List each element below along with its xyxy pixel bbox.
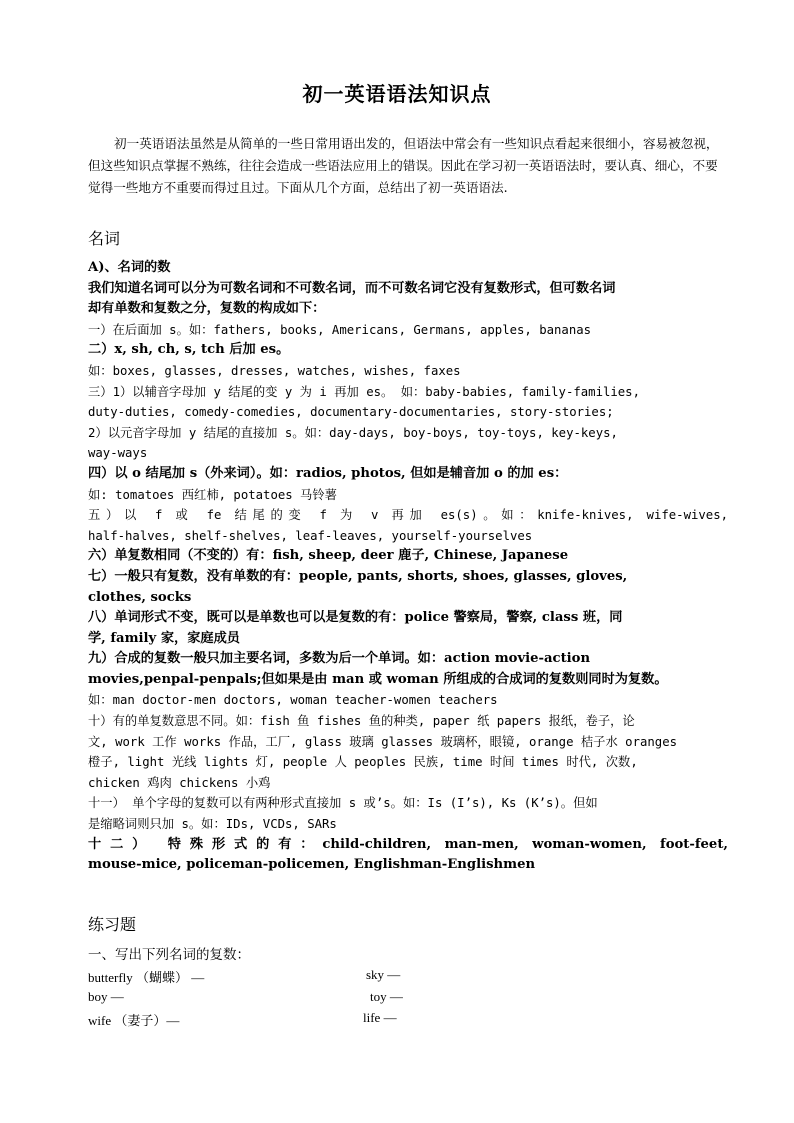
text-line: 四）以 o 结尾加 s（外来词）。如：radios, photos, 但如是辅音加 o 的加 es：: [88, 465, 568, 481]
text-line: 如：boxes, glasses, dresses, watches, wishes, faxes: [88, 363, 461, 378]
exercise-item: butterfly （蝴蝶） —: [88, 970, 205, 985]
text-line: 如：man doctor-men doctors, woman teacher-women teachers: [88, 693, 498, 708]
exercise-item: boy —: [88, 989, 124, 1004]
text-line: 我们知道名词可以分为可数名词和不可数名词，而不可数名词它没有复数形式，但可数名词: [88, 280, 616, 296]
text-line: clothes, socks: [88, 589, 192, 605]
page-title: 初一英语语法知识点: [302, 82, 492, 106]
text-line: 如: tomatoes 西红柿, potatoes 马铃薯: [88, 487, 337, 502]
text-line: way-ways: [88, 446, 148, 461]
text-line: duty-duties, comedy-comedies, documentary-documentaries, story-stories;: [88, 405, 614, 420]
text-line: movies,penpal-penpals;但如果是由 man 或 woman 所组成的合成词的复数则同时为复数。: [88, 671, 668, 687]
text-line: 二）x, sh, ch, s, tch 后加 es。: [88, 342, 290, 358]
intro-paragraph: 初一英语语法虽然是从简单的一些日常用语出发的，但语法中常会有一些知识点看起来很细小，容易被忽视，但这些知识点掌握不熟练，往往会造成一些语法应用上的错误。因此在学习初一英语语法时，要认真、细心，不要觉得一些地方不重要而得过且过。下面从几个方面，总结出了初一英语语法.: [88, 136, 719, 195]
text-line: A)、名词的数: [88, 260, 171, 275]
text-line: 十二） 特殊形式的有：child-children, man-men, woman-women, foot-feet,: [88, 836, 728, 852]
section-heading-nouns: 名词: [88, 229, 121, 248]
text-line: 却有单数和复数之分，复数的构成如下：: [88, 301, 326, 317]
text-line: 一）在后面加 s。如：fathers, books, Americans, Germans, apples, bananas: [88, 322, 592, 337]
text-line: 橙子, light 光线 lights 灯, people 人 peoples 民族, time 时间 times 时代, 次数,: [88, 755, 638, 770]
text-line: 八）单词形式不变，既可以是单数也可以是复数的有：police 警察局，警察, class 班，同: [88, 610, 623, 626]
section-heading-exercises: 练习题: [88, 915, 137, 934]
text-line: half-halves, shelf-shelves, leaf-leaves, yourself-yourselves: [88, 528, 533, 543]
exercise-item: life —: [363, 1010, 397, 1025]
text-line: 2）以元音字母加 y 结尾的直接加 s。如：day-days, boy-boys, toy-toys, key-keys,: [88, 425, 618, 440]
exercise-item: wife （妻子）—: [88, 1013, 180, 1028]
noun-rules-block: [88, 258, 728, 876]
exercise-item: toy —: [370, 989, 403, 1004]
text-line: 十一） 单个字母的复数可以有两种形式直接加 s 或’s。如：Is (I’s), Ks (K’s)。但如: [88, 796, 598, 811]
text-line: 学, family 家，家庭成员: [88, 630, 240, 646]
text-line: 六）单复数相同（不变的）有：fish, sheep, deer 鹿子, Chinese, Japanese: [88, 548, 569, 564]
text-line: 七）一般只有复数，没有单数的有：people, pants, shorts, shoes, glasses, gloves,: [88, 568, 628, 584]
text-line: mouse-mice, policeman-policemen, Englishman-Englishmen: [88, 857, 536, 873]
text-line: chicken 鸡肉 chickens 小鸡: [88, 775, 271, 790]
text-line: 是缩略词则只加 s。如：IDs, VCDs, SARs: [88, 817, 337, 832]
text-line: 文, work 工作 works 作品，工厂, glass 玻璃 glasses 玻璃杯，眼镜, orange 桔子水 oranges: [88, 734, 678, 749]
exercise-item: sky —: [366, 967, 401, 982]
exercise-instruction: 一、写出下列名词的复数：: [88, 947, 250, 963]
text-line: 九）合成的复数一般只加主要名词，多数为后一个单词。如：action movie-action: [88, 651, 591, 667]
text-line: 三）1）以辅音字母加 y 结尾的变 y 为 i 再加 es。 如：baby-babies, family-families,: [88, 384, 640, 399]
text-line: 十）有的单复数意思不同。如：fish 鱼 fishes 鱼的种类, paper 纸 papers 报纸，卷子，论: [88, 714, 635, 729]
text-line: 五）以 f 或 fe 结尾的变 f 为 v 再加 es(s)。如：knife-knives, wife-wives,: [88, 508, 728, 523]
